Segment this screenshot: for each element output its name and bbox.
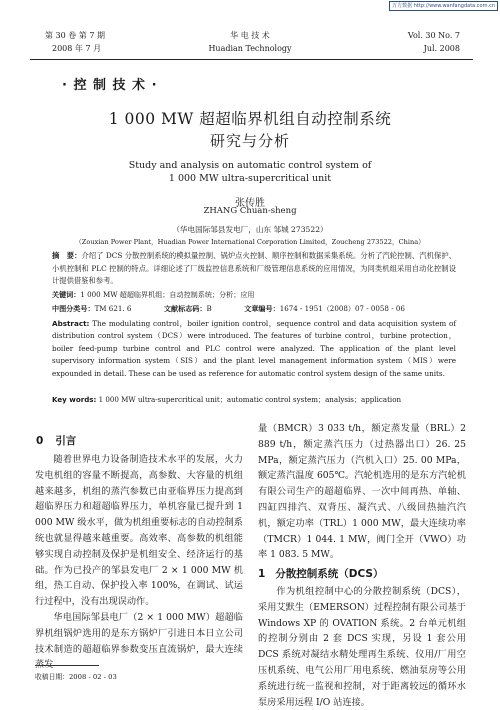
left-paragraph-2: 华电国际邹县电厂（2 × 1 000 MW）超超临界机组锅炉选用的是东方锅炉厂引进日本日立公司技术制造的超超临界参数变压直流锅炉，最大连续蒸发 xyxy=(35,611,243,671)
header-rule xyxy=(30,59,473,60)
footnote-rule xyxy=(35,665,99,666)
right-paragraph-2: 作为机组控制中心的分散控制系统（DCS），采用艾默生（EMERSON）过程控制有限公司基于 Windows XP 的 OVATION 系统。2 台单元机组的控制分别由 2 套 DCS 实现，另设 1 套公用 DCS 系统对凝结水精处理再生系统、仪用/厂用空压机系统、电气公用厂用电系统、燃油泵房等公用系统进行统一监视和控制，对于距离较远的循环水泵房采用远程 I/O 站连接。 xyxy=(258,586,466,708)
header-date: 2008 年 7 月 xyxy=(52,44,102,53)
title-en-line2: 1 000 MW ultra-supercritical unit xyxy=(168,173,332,184)
clc-value: TM 621. 6 xyxy=(94,304,132,313)
abstract-en-text: The modulating control，boiler ignition control，sequence control and data acquisition system of distribution control system（DCS）were introduced. The features of turbine control，turbine protection，boiler feed-pump turbine control and PLC control were analyzed. The application of the plant level supervisory information system（SIS）and the plant level management information system（MIS）were expounded in detail. These can be used as reference for automatic control system design of the same units. xyxy=(52,319,456,378)
classification-line xyxy=(52,304,456,314)
header-month: Jul. 2008 xyxy=(423,44,460,53)
doc-code-value: B xyxy=(206,304,212,313)
header-volume: Vol. 30 No. 7 xyxy=(407,31,460,40)
keywords-cn-text: 1 000 MW 超超临界机组；自动控制系统；分析；应用 xyxy=(80,290,255,299)
header-journal-cn: 华 电 技 术 xyxy=(230,31,270,40)
article-id-label: 文章编号： xyxy=(244,304,280,313)
keywords-cn-label: 关键词： xyxy=(52,290,81,299)
section-0-number: 0 xyxy=(36,435,44,447)
abstract-en xyxy=(52,318,456,380)
section-1-title: 分散控制系统（DCS） xyxy=(275,568,384,580)
keywords-en-label: Key words: xyxy=(52,395,97,404)
right-paragraph-1: 量（BMCR）3 033 t/h，额定蒸发量（BRL）2 889 t/h，额定蒸汽压力（过热器出口）26. 25 MPa，额定蒸汽压力（汽机入口）25. 00 MPa，额定蒸汽温度 605℃。汽轮机选用的是东方汽轮机有限公司生产的超超临界、一次中间再热、单轴、四缸四排汽、双背压、凝汽式、八级回热抽汽汽机，额定功率（TRL）1 000 MW，最大连续功率（TMCR）1 044. 1 MW，阀门全开（VWO）功率 1 083. 5 MW。 xyxy=(258,423,466,561)
left-column xyxy=(35,452,243,673)
section-0-heading xyxy=(36,433,76,448)
section-1-number: 1 xyxy=(258,568,266,580)
article-id-value: 1674 - 1951（2008）07 - 0058 - 06 xyxy=(279,304,405,313)
right-column-top xyxy=(258,421,466,563)
keywords-cn xyxy=(52,290,456,300)
header-issue: 第 30 卷 第 7 期 xyxy=(45,31,105,40)
affiliation-cn: （华电国际邹县发电厂，山东 邹城 273522） xyxy=(172,225,328,234)
abstract-en-label: Abstract: xyxy=(52,319,90,328)
watermark-stamp: 万方数据 http://www.wanfangdata.com.cn xyxy=(389,1,498,11)
doc-code-label: 文献标志码： xyxy=(163,304,207,313)
section-1-heading xyxy=(258,566,384,581)
title-en-line1: Study and analysis on automatic control system of xyxy=(128,160,372,171)
column-tag: · 控 制 技 术 · xyxy=(62,78,158,93)
clc-label: 中图分类号： xyxy=(52,304,95,313)
keywords-en xyxy=(52,395,456,405)
author-en: ZHANG Chuan-sheng xyxy=(203,206,297,216)
right-column-bottom xyxy=(258,584,466,710)
abstract-cn-text: 介绍了 DCS 分散控制系统的模拟量控制、锅炉点火控制、顺序控制和数据采集系统。分析了汽轮控制、汽机保护、小机控制和 PLC 控制的特点。详细论述了厂级监控信息系统和厂级管理信息系统的应用情况，为同类机组采用自动化控制设计提供借鉴和参考。 xyxy=(52,251,456,286)
received-date: 收稿日期：2008 - 02 - 03 xyxy=(35,673,117,681)
affiliation-en: （Zouxian Power Plant，Huadian Power International Corporation Limited，Zoucheng 273522，China） xyxy=(75,238,425,246)
header-journal-en: Huadian Technology xyxy=(208,44,292,53)
title-cn-line1: 1 000 MW 超超临界机组自动控制系统 xyxy=(108,110,392,128)
abstract-cn-label: 摘 要： xyxy=(52,251,82,260)
title-cn-line2: 研究与分析 xyxy=(209,132,290,150)
author-cn: 张传胜 xyxy=(235,198,265,209)
section-0-title: 引言 xyxy=(55,435,77,447)
abstract-cn xyxy=(52,250,456,288)
keywords-en-text: 1 000 MW ultra-supercritical unit；automatic control system；analysis；application xyxy=(98,395,402,404)
left-paragraph-1: 随着世界电力设备制造技术水平的发展，火力发电机组的容量不断提高，高参数、大容量的机组越来越多，机组的蒸汽参数已由亚临界压力提高到超临界压力和超超临界压力，单机容量已提升到 1 000 MW 级水平，做为机组重要标志的自动控制系统也就显得越来越重要。高效率、高参数的机组能够实现自动控制及保护是机组安全、经济运行的基础。作为已投产的邹县发电厂 2 × 1 000 MW 机组，热工自动、保护投入率 100%，在调试、试运行过程中，没有出现误动作。 xyxy=(35,454,243,608)
